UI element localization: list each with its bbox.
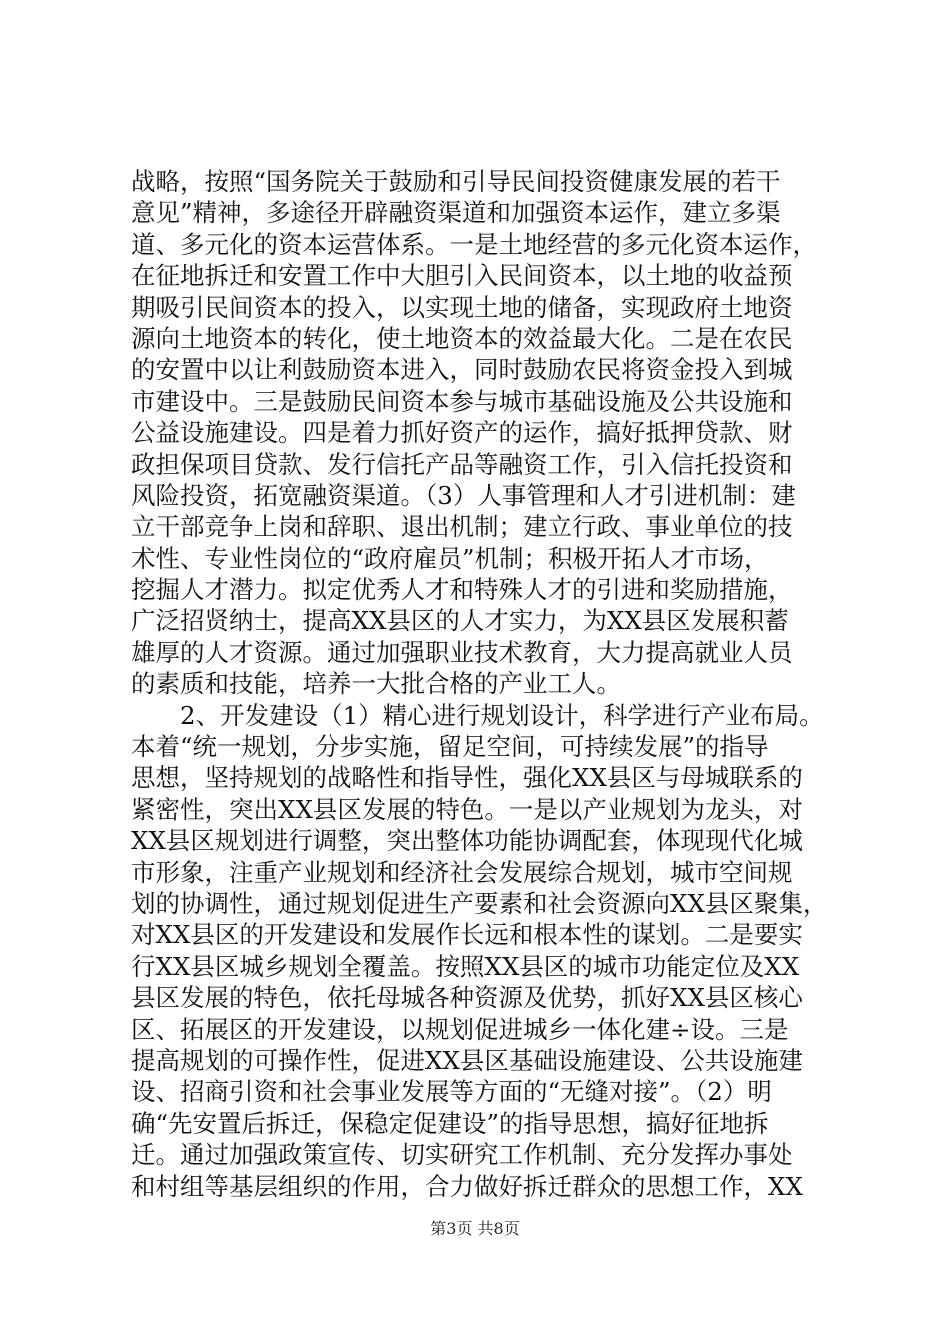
text-line: 2、开发建设（1）精心进行规划设计，科学进行产业布局。 (180, 700, 824, 730)
text-line: 政担保项目贷款、发行信托产品等融资工作，引入信托投资和 (131, 449, 793, 479)
text-line: 县区发展的特色，依托母城各种资源及优势，抓好XX县区核心 (131, 983, 803, 1013)
text-line: 立干部竞争上岗和辞职、退出机制；建立行政、事业单位的技 (131, 512, 793, 542)
text-line: 的素质和技能，培养一大批合格的产业工人。 (131, 669, 621, 699)
text-line: 源向土地资本的转化，使土地资本的效益最大化。二是在农民 (131, 323, 793, 353)
text-line: 思想，坚持规划的战略性和指导性，强化XX县区与母城联系的 (131, 763, 803, 793)
document-body (131, 166, 841, 1202)
text-line: 公益设施建设。四是着力抓好资产的运作，搞好抵押贷款、财 (131, 418, 793, 448)
text-line: 市建设中。三是鼓励民间资本参与城市基础设施及公共设施和 (131, 386, 793, 416)
text-line: 划的协调性，通过规划促进生产要素和社会资源向XX县区聚集， (131, 888, 828, 918)
text-line: 市形象，注重产业规划和经济社会发展综合规划，城市空间规 (131, 857, 793, 887)
page-footer: 第3页 共8页 (430, 1219, 520, 1238)
text-line: 战略，按照“国务院关于鼓励和引导民间投资健康发展的若干 (131, 167, 781, 196)
text-line: 对XX县区的开发建设和发展作长远和根本性的谋划。二是要实 (131, 920, 803, 950)
text-line: 道、多元化的资本运营体系。一是土地经营的多元化资本运作， (131, 229, 817, 259)
text-line: 的安置中以让利鼓励资本进入，同时鼓励农民将资金投入到城 (131, 355, 793, 385)
text-line: 和村组等基层组织的作用，合力做好拆迁群众的思想工作，XX (131, 1171, 803, 1201)
text-line: 迁。通过加强政策宣传、切实研究工作机制、充分发挥办事处 (131, 1140, 793, 1170)
text-line: 广泛招贤纳士，提高XX县区的人才实力，为XX县区发展积蓄 (131, 606, 789, 636)
text-line: 术性、专业性岗位的“政府雇员”机制；积极开拓人才市场， (131, 543, 769, 573)
text-line: 在征地拆迁和安置工作中大胆引入民间资本，以土地的收益预 (131, 261, 793, 291)
text-line: XX县区规划进行调整，突出整体功能协调配套，体现现代化城 (131, 826, 803, 856)
text-line: 挖掘人才潜力。拟定优秀人才和特殊人才的引进和奖励措施， (131, 575, 793, 605)
text-line: 行XX县区城乡规划全覆盖。按照XX县区的城市功能定位及XX (131, 951, 800, 981)
text-line: 雄厚的人才资源。通过加强职业技术教育，大力提高就业人员 (131, 637, 793, 667)
text-line: 意见”精神，多途径开辟融资渠道和加强资本运作，建立多渠 (131, 198, 781, 228)
text-line: 提高规划的可操作性，促进XX县区基础设施建设、公共设施建 (131, 1045, 803, 1075)
text-line: 确“先安置后拆迁，保稳定促建设”的指导思想，搞好征地拆 (131, 1108, 769, 1138)
text-line: 期吸引民间资本的投入，以实现土地的储备，实现政府土地资 (131, 292, 793, 322)
text-line: 紧密性，突出XX县区发展的特色。一是以产业规划为龙头，对 (131, 794, 803, 824)
text-line: 区、拓展区的开发建设，以规划促进城乡一体化建÷设。三是 (131, 1014, 789, 1044)
text-line: 设、招商引资和社会事业发展等方面的“无缝对接”。（2）明 (131, 1077, 772, 1107)
text-line: 风险投资，拓宽融资渠道。（3）人事管理和人才引进机制：建 (131, 480, 796, 510)
text-line: 本着“统一规划，分步实施，留足空间，可持续发展”的指导 (131, 732, 769, 762)
